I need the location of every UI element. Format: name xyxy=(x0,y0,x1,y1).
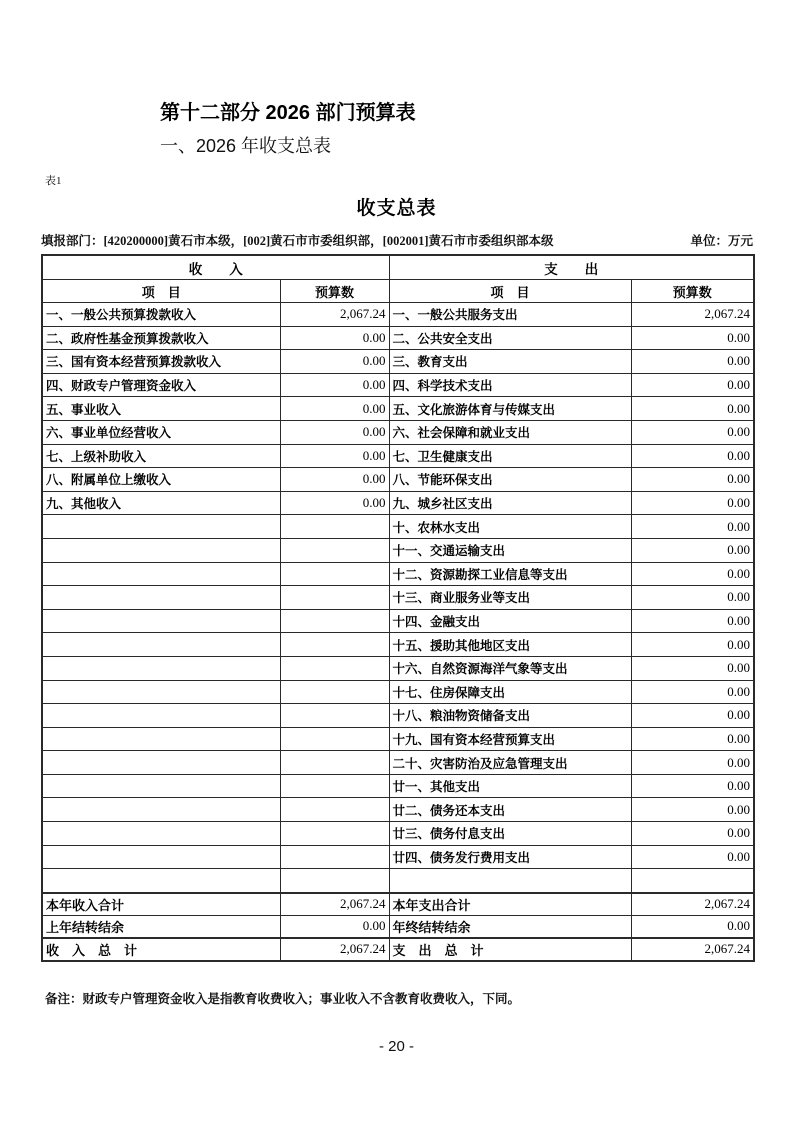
income-item-cell: 本年收入合计 xyxy=(42,893,280,916)
income-item-cell xyxy=(42,727,280,751)
expense-item-cell: 十三、商业服务业等支出 xyxy=(389,586,631,610)
income-value-cell xyxy=(280,704,389,728)
income-item-cell xyxy=(42,515,280,539)
income-value-cell xyxy=(280,680,389,704)
expense-item-cell: 二十、灾害防治及应急管理支出 xyxy=(389,751,631,775)
expense-item-cell: 十一、交通运输支出 xyxy=(389,538,631,562)
income-value-cell xyxy=(280,869,389,893)
expense-item-cell: 四、科学技术支出 xyxy=(389,373,631,397)
table-body xyxy=(42,303,754,893)
expense-group-header: 支 出 xyxy=(389,255,754,280)
expense-item-cell: 廿四、债务发行费用支出 xyxy=(389,845,631,869)
expense-value-cell: 0.00 xyxy=(631,468,754,492)
total-row xyxy=(42,893,754,916)
data-row xyxy=(42,751,754,775)
data-row xyxy=(42,397,754,421)
expense-item-cell: 十八、粮油物资储备支出 xyxy=(389,704,631,728)
income-item-cell xyxy=(42,680,280,704)
expense-item-cell: 十七、住房保障支出 xyxy=(389,680,631,704)
expense-item-cell: 十二、资源勘探工业信息等支出 xyxy=(389,562,631,586)
expense-item-cell: 十四、金融支出 xyxy=(389,609,631,633)
expense-value-cell: 0.00 xyxy=(631,704,754,728)
data-row xyxy=(42,326,754,350)
income-item-cell xyxy=(42,586,280,610)
expense-value-cell: 0.00 xyxy=(631,680,754,704)
data-row xyxy=(42,538,754,562)
expense-item-cell: 十、农林水支出 xyxy=(389,515,631,539)
expense-value-cell: 0.00 xyxy=(631,326,754,350)
data-row xyxy=(42,798,754,822)
expense-item-cell: 八、节能环保支出 xyxy=(389,468,631,492)
data-row xyxy=(42,822,754,846)
expense-value-cell: 0.00 xyxy=(631,798,754,822)
income-value-cell: 0.00 xyxy=(280,326,389,350)
total-row xyxy=(42,915,754,938)
income-item-cell xyxy=(42,704,280,728)
income-value-cell: 0.00 xyxy=(280,491,389,515)
data-row xyxy=(42,869,754,893)
expense-item-cell: 廿三、债务付息支出 xyxy=(389,822,631,846)
income-value-cell xyxy=(280,609,389,633)
income-value-cell xyxy=(280,751,389,775)
income-item-cell: 四、财政专户管理资金收入 xyxy=(42,373,280,397)
income-item-cell xyxy=(42,845,280,869)
expense-value-cell: 0.00 xyxy=(631,774,754,798)
income-item-cell: 七、上级补助收入 xyxy=(42,444,280,468)
income-group-header: 收 入 xyxy=(42,255,389,280)
expense-value-cell: 0.00 xyxy=(631,751,754,775)
income-item-cell xyxy=(42,774,280,798)
income-item-cell xyxy=(42,633,280,657)
expense-item-cell: 七、卫生健康支出 xyxy=(389,444,631,468)
income-value-cell xyxy=(280,562,389,586)
data-row xyxy=(42,350,754,374)
expense-item-cell: 支 出 总 计 xyxy=(389,938,631,961)
expense-item-cell: 本年支出合计 xyxy=(389,893,631,916)
expense-value-cell: 0.00 xyxy=(631,491,754,515)
data-row xyxy=(42,609,754,633)
data-row xyxy=(42,420,754,444)
expense-value-cell: 0.00 xyxy=(631,350,754,374)
income-item-cell xyxy=(42,538,280,562)
expense-item-cell: 九、城乡社区支出 xyxy=(389,491,631,515)
expense-value-cell: 0.00 xyxy=(631,822,754,846)
data-row xyxy=(42,680,754,704)
expense-budget-header: 预算数 xyxy=(631,280,754,303)
income-value-cell xyxy=(280,515,389,539)
income-value-cell: 0.00 xyxy=(280,444,389,468)
expense-item-cell: 六、社会保障和就业支出 xyxy=(389,420,631,444)
income-item-cell xyxy=(42,656,280,680)
expense-item-header: 项 目 xyxy=(389,280,631,303)
expense-value-cell: 0.00 xyxy=(631,609,754,633)
expense-item-cell: 廿二、债务还本支出 xyxy=(389,798,631,822)
expense-value-cell: 0.00 xyxy=(631,727,754,751)
income-value-cell: 0.00 xyxy=(280,350,389,374)
income-item-cell: 五、事业收入 xyxy=(42,397,280,421)
income-item-cell: 二、政府性基金预算拨款收入 xyxy=(42,326,280,350)
income-value-cell xyxy=(280,822,389,846)
column-header-row xyxy=(42,280,754,303)
expense-value-cell: 2,067.24 xyxy=(631,893,754,916)
income-item-cell: 上年结转结余 xyxy=(42,915,280,938)
income-item-cell xyxy=(42,869,280,893)
income-item-cell: 九、其他收入 xyxy=(42,491,280,515)
data-row xyxy=(42,774,754,798)
unit-label: 单位：万元 xyxy=(690,234,753,248)
income-value-cell xyxy=(280,538,389,562)
income-value-cell xyxy=(280,586,389,610)
expense-value-cell: 0.00 xyxy=(631,656,754,680)
income-item-cell: 收 入 总 计 xyxy=(42,938,280,961)
part-title: 第十二部分 2026 部门预算表 xyxy=(160,102,416,124)
table-meta-row xyxy=(41,233,753,249)
table-footer xyxy=(42,893,754,961)
data-row xyxy=(42,303,754,327)
income-value-cell: 0.00 xyxy=(280,397,389,421)
expense-value-cell xyxy=(631,869,754,893)
expense-value-cell: 0.00 xyxy=(631,444,754,468)
income-item-cell: 三、国有资本经营预算拨款收入 xyxy=(42,350,280,374)
expense-item-cell: 三、教育支出 xyxy=(389,350,631,374)
expense-value-cell: 2,067.24 xyxy=(631,938,754,961)
budget-summary-table xyxy=(41,254,755,962)
income-item-cell: 八、附属单位上缴收入 xyxy=(42,468,280,492)
expense-value-cell: 0.00 xyxy=(631,538,754,562)
income-item-cell xyxy=(42,751,280,775)
table-title: 收支总表 xyxy=(356,198,437,219)
data-row xyxy=(42,515,754,539)
data-row xyxy=(42,727,754,751)
page-number: - 20 - xyxy=(378,1038,414,1055)
income-item-cell xyxy=(42,822,280,846)
income-item-cell xyxy=(42,798,280,822)
expense-value-cell: 0.00 xyxy=(631,515,754,539)
data-row xyxy=(42,633,754,657)
income-value-cell xyxy=(280,845,389,869)
expense-item-cell: 五、文化旅游体育与传媒支出 xyxy=(389,397,631,421)
table-header xyxy=(42,255,754,303)
expense-value-cell: 0.00 xyxy=(631,633,754,657)
expense-value-cell: 0.00 xyxy=(631,915,754,938)
expense-item-cell xyxy=(389,869,631,893)
income-value-cell: 2,067.24 xyxy=(280,303,389,327)
income-item-header: 项 目 xyxy=(42,280,280,303)
section-title: 一、2026 年收支总表 xyxy=(160,136,332,156)
income-value-cell: 2,067.24 xyxy=(280,938,389,961)
income-value-cell: 0.00 xyxy=(280,420,389,444)
income-value-cell xyxy=(280,656,389,680)
data-row xyxy=(42,586,754,610)
table-tag: 表1 xyxy=(45,175,62,187)
expense-value-cell: 0.00 xyxy=(631,420,754,444)
income-item-cell xyxy=(42,562,280,586)
income-value-cell xyxy=(280,727,389,751)
expense-item-cell: 年终结转结余 xyxy=(389,915,631,938)
data-row xyxy=(42,373,754,397)
income-budget-header: 预算数 xyxy=(280,280,389,303)
income-item-cell: 一、一般公共预算拨款收入 xyxy=(42,303,280,327)
expense-item-cell: 廿一、其他支出 xyxy=(389,774,631,798)
income-value-cell: 2,067.24 xyxy=(280,893,389,916)
income-value-cell xyxy=(280,633,389,657)
expense-value-cell: 0.00 xyxy=(631,562,754,586)
total-row xyxy=(42,938,754,961)
data-row xyxy=(42,656,754,680)
data-row xyxy=(42,704,754,728)
income-value-cell xyxy=(280,798,389,822)
income-value-cell: 0.00 xyxy=(280,915,389,938)
income-value-cell: 0.00 xyxy=(280,373,389,397)
expense-value-cell: 0.00 xyxy=(631,373,754,397)
income-value-cell: 0.00 xyxy=(280,468,389,492)
data-row xyxy=(42,468,754,492)
data-row xyxy=(42,845,754,869)
group-header-row xyxy=(42,255,754,280)
expense-item-cell: 十九、国有资本经营预算支出 xyxy=(389,727,631,751)
income-item-cell: 六、事业单位经营收入 xyxy=(42,420,280,444)
footnote: 备注：财政专户管理资金收入是指教育收费收入；事业收入不含教育收费收入，下同。 xyxy=(45,991,521,1006)
data-row xyxy=(42,444,754,468)
data-row xyxy=(42,491,754,515)
expense-item-cell: 十六、自然资源海洋气象等支出 xyxy=(389,656,631,680)
expense-value-cell: 0.00 xyxy=(631,586,754,610)
income-item-cell xyxy=(42,609,280,633)
expense-value-cell: 2,067.24 xyxy=(631,303,754,327)
expense-item-cell: 一、一般公共服务支出 xyxy=(389,303,631,327)
expense-value-cell: 0.00 xyxy=(631,397,754,421)
expense-item-cell: 二、公共安全支出 xyxy=(389,326,631,350)
data-row xyxy=(42,562,754,586)
expense-item-cell: 十五、援助其他地区支出 xyxy=(389,633,631,657)
income-value-cell xyxy=(280,774,389,798)
filing-department-label: 填报部门：[420200000]黄石市本级，[002]黄石市市委组织部，[002001]黄石市市委组织部本级 xyxy=(41,234,554,248)
expense-value-cell: 0.00 xyxy=(631,845,754,869)
